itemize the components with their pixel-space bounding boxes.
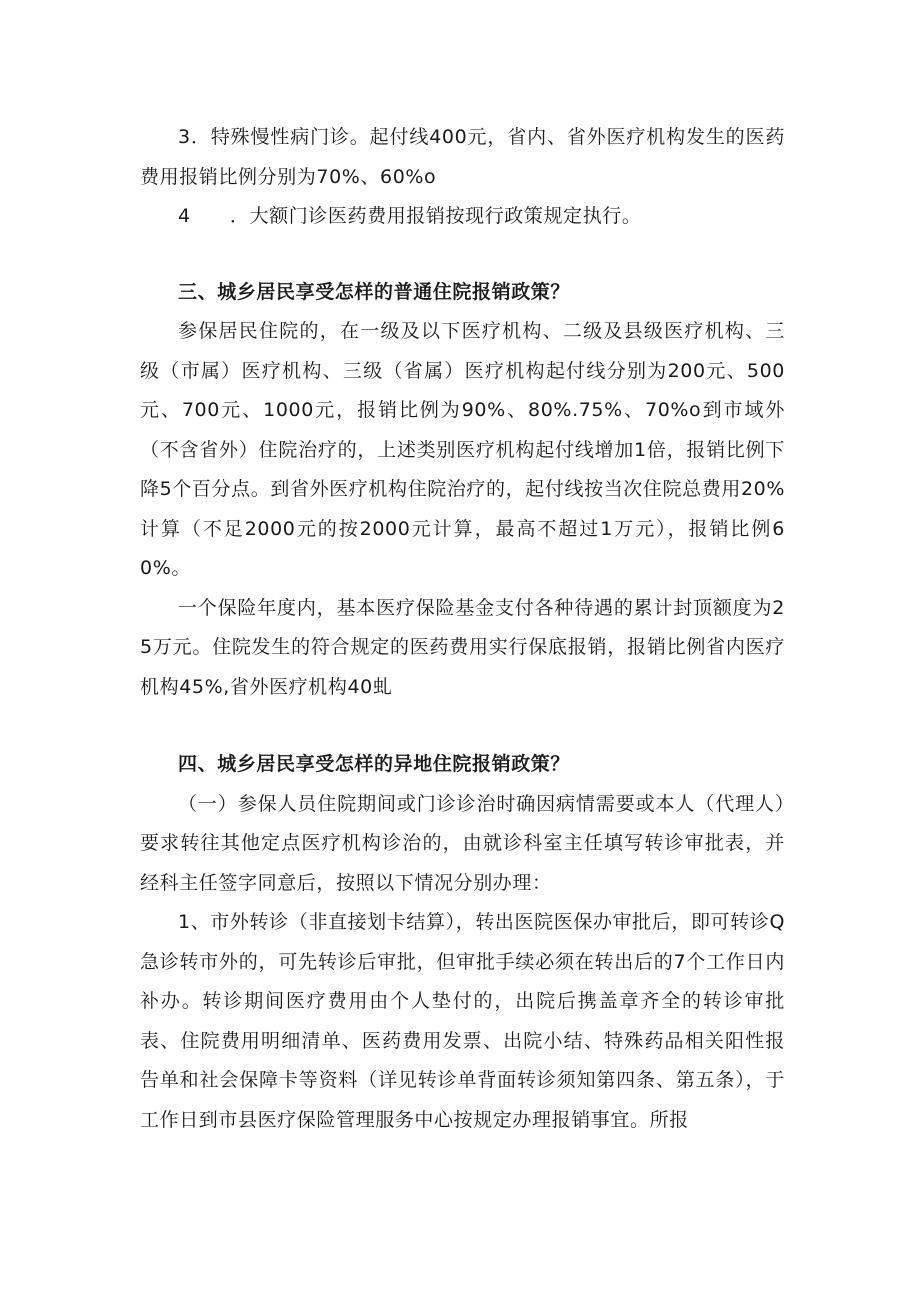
section-4-paragraph-2: 1、市外转诊（非直接划卡结算），转出医院医保办审批后，即可转诊Q急诊转市外的，可先转诊后审批，但审批手续必须在转出后的7个工作日内补办。转诊期间医疗费用由个人垫付的，出院后携盖章齐全的转诊审批表、住院费用明细清单、医药费用发票、出院小结、特殊药品相关阳性报告单和社会保障卡等资料（详见转诊单背面转诊须知第四条、第五条），于工作日到市县医疗保险管理服务中心按规定办理报销事宜。所报 xyxy=(140,911,785,1131)
section-spacer xyxy=(140,237,785,273)
section-4-paragraph-1: （一）参保人员住院期间或门诊诊治时确因病情需要或本人（代理人）要求转往其他定点医疗机构诊治的，由就诊科室主任填写转诊审批表，并经科主任签字同意后，按照以下情况分别办理： xyxy=(140,792,785,894)
item-3-paragraph: 3．特殊慢性病门诊。起付线400元，省内、省外医疗机构发生的医药费用报销比例分别为70%、60%o xyxy=(140,126,785,188)
section-3-heading: 三、城乡居民享受怎样的普通住院报销政策？ xyxy=(178,280,571,303)
section-spacer xyxy=(140,707,785,745)
section-3-paragraph-1: 参保居民住院的，在一级及以下医疗机构、二级及县级医疗机构、三级（市属）医疗机构、三级（省属）医疗机构起付线分别为200元、500元、700元、1000元，报销比例为90%、80%.75%、70%o到市域外（不含省外）住院治疗的，上述类别医疗机构起付线增加1倍，报销比例下降5个百分点。到省外医疗机构住院治疗的，起付线按当次住院总费用20%计算（不足2000元的按2000元计算，最高不超过1万元），报销比例60%。 xyxy=(140,320,785,579)
section-4-heading: 四、城乡居民享受怎样的异地住院报销政策？ xyxy=(178,753,571,775)
item-4-paragraph: 4 ．大额门诊医药费用报销按现行政策规定执行。 xyxy=(178,205,642,227)
document-page xyxy=(140,118,785,1140)
section-3-paragraph-2: 一个保险年度内，基本医疗保险基金支付各种待遇的累计封顶额度为25万元。住院发生的符合规定的医药费用实行保底报销，报销比例省内医疗机构45%,省外医疗机构40虬 xyxy=(140,596,785,698)
